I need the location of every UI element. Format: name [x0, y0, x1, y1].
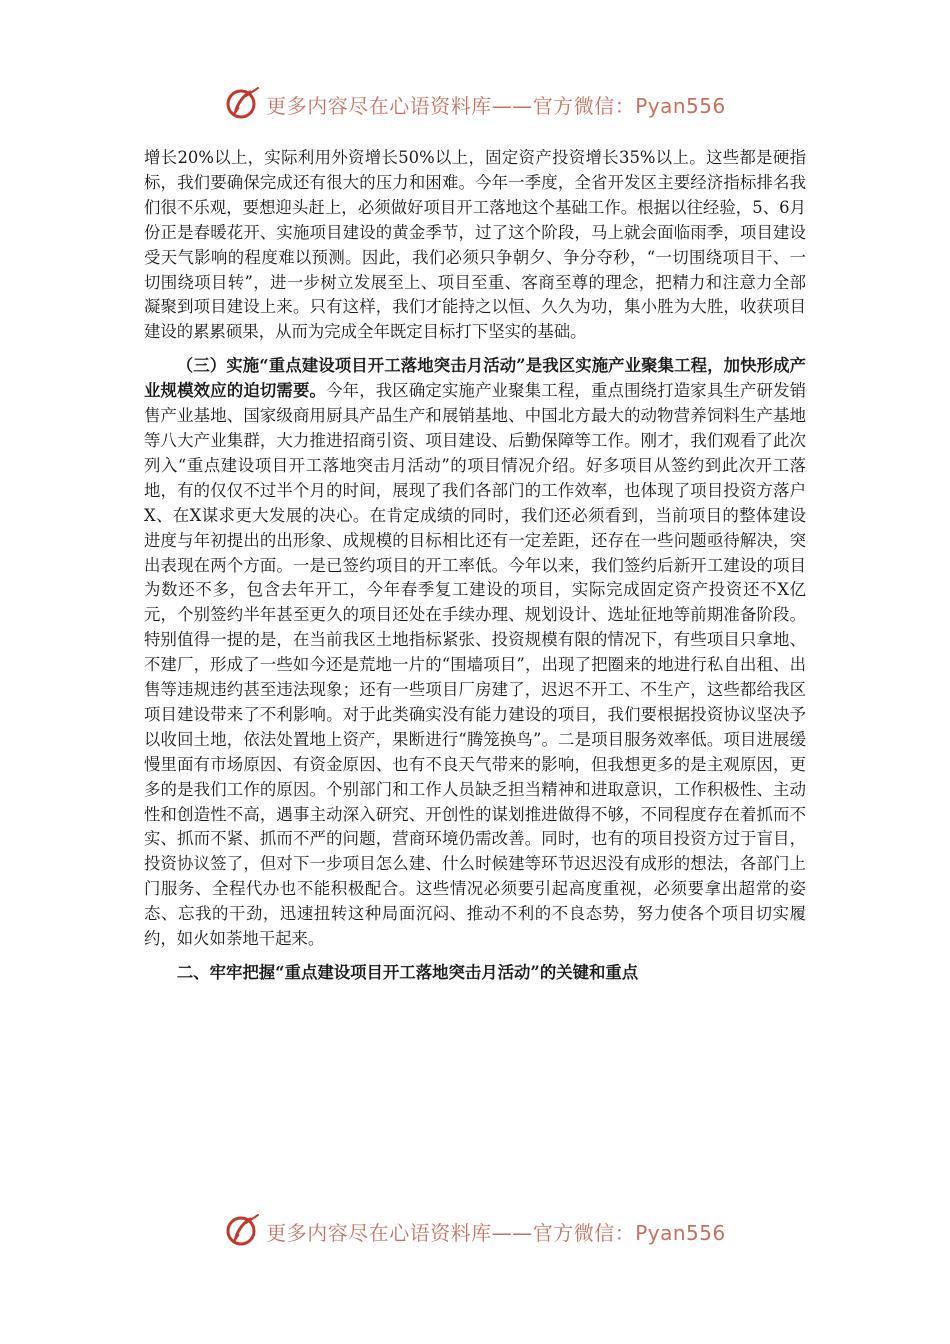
paragraph-2-lead: （三）实施“重点建设项目开工落地突击月活动”是我区实施产业聚集工程，加快形成产业规模效应的迫切需要。 — [144, 356, 806, 401]
paragraph-2-body: 今年，我区确定实施产业聚集工程，重点围绕打造家具生产研发销售产业基地、国家级商用厨具产品生产和展销基地、中国北方最大的动物营养饲料生产基地等八大产业集群，大力推进招商引资、项目建设、后勤保障等工作。刚才，我们观看了此次列入“重点建设项目开工落地突击月活动”的项目情况介绍。好多项目从签约到此次开工落地，有的仅仅不过半个月的时间，展现了我们各部门的工作效率，也体现了项目投资方落户X、在X谋求更大发展的决心。在肯定成绩的同时，我们还必须看到，当前项目的整体建设进度与年初提出的出形象、成规模的目标相比还有一定差距，还存在一些问题亟待解决，突出表现在两个方面。一是已签约项目的开工率低。今年以来，我们签约后新开工建设的项目为数还不多，包含去年开工，今年春季复工建设的项目，实际完成固定资产投资还不X亿元，个别签约半年甚至更久的项目还处在手续办理、规划设计、选址征地等前期准备阶段。特别值得一提的是，在当前我区土地指标紧张、投资规模有限的情况下，有些项目只拿地、不建厂，形成了一些如今还是荒地一片的“围墙项目”，出现了把圈来的地进行私自出租、出售等违规违约甚至违法现象；还有一些项目厂房建了，迟迟不开工、不生产，这些都给我区项目建设带来了不利影响。对于此类确实没有能力建设的项目，我们要根据投资协议坚决予以收回土地，依法处置地上资产，果断进行“腾笼换鸟”。二是项目服务效率低。项目进展缓慢里面有市场原因、有资金原因、也有不良天气带来的影响，但我想更多的是主观原因，更多的是我们工作的原因。个别部门和工作人员缺乏担当精神和进取意识，工作积极性、主动性和创造性不高，遇事主动深入研究、开创性的谋划推进做得不够，不同程度存在着抓而不实、抓而不紧、抓而不严的问题，营商环境仍需改善。同时，也有的项目投资方过于盲目，投资协议签了，但对下一步项目怎么建、什么时候建等环节迟迟没有成形的想法，各部门上门服务、全程代办也不能积极配合。这些情况必须要引起高度重视，必须要拿出超常的姿态、忘我的干劲，迅速扭转这种局面沉闷、推动不利的不良态势，努力使各个项目切实履约，如火如荼地干起来。 — [144, 381, 807, 949]
document-body — [144, 146, 806, 986]
header-banner — [0, 82, 950, 126]
header-banner-text: 更多内容尽在心语资料库——官方微信：Pyan556 — [266, 93, 726, 118]
footer-banner-text: 更多内容尽在心语资料库——官方微信：Pyan556 — [266, 1220, 726, 1245]
footer-banner — [0, 1209, 950, 1253]
pen-logo-icon — [224, 84, 264, 124]
pen-logo-icon — [224, 1211, 264, 1251]
paragraph-2 — [144, 354, 806, 952]
section-heading-2: 二、牢牢把握“重点建设项目开工落地突击月活动”的关键和重点 — [176, 963, 639, 982]
paragraph-1: 增长20%以上，实际利用外资增长50%以上，固定资产投资增长35%以上。这些都是硬指标，我们要确保完成还有很大的压力和困难。今年一季度，全省开发区主要经济指标排名我们很不乐观，要想迎头赶上，必须做好项目开工落地这个基础工作。根据以往经验，5、6月份正是春暖花开、实施项目建设的黄金季节，过了这个阶段，马上就会面临雨季，项目建设受天气影响的程度难以预测。因此，我们必须只争朝夕、争分夺秒，“一切围绕项目干、一切围绕项目转”，进一步树立发展至上、项目至重、客商至尊的理念，把精力和注意力全部凝聚到项目建设上来。只有这样，我们才能持之以恒、久久为功，集小胜为大胜，收获项目建设的累累硕果，从而为完成全年既定目标打下坚实的基础。 — [144, 148, 806, 342]
